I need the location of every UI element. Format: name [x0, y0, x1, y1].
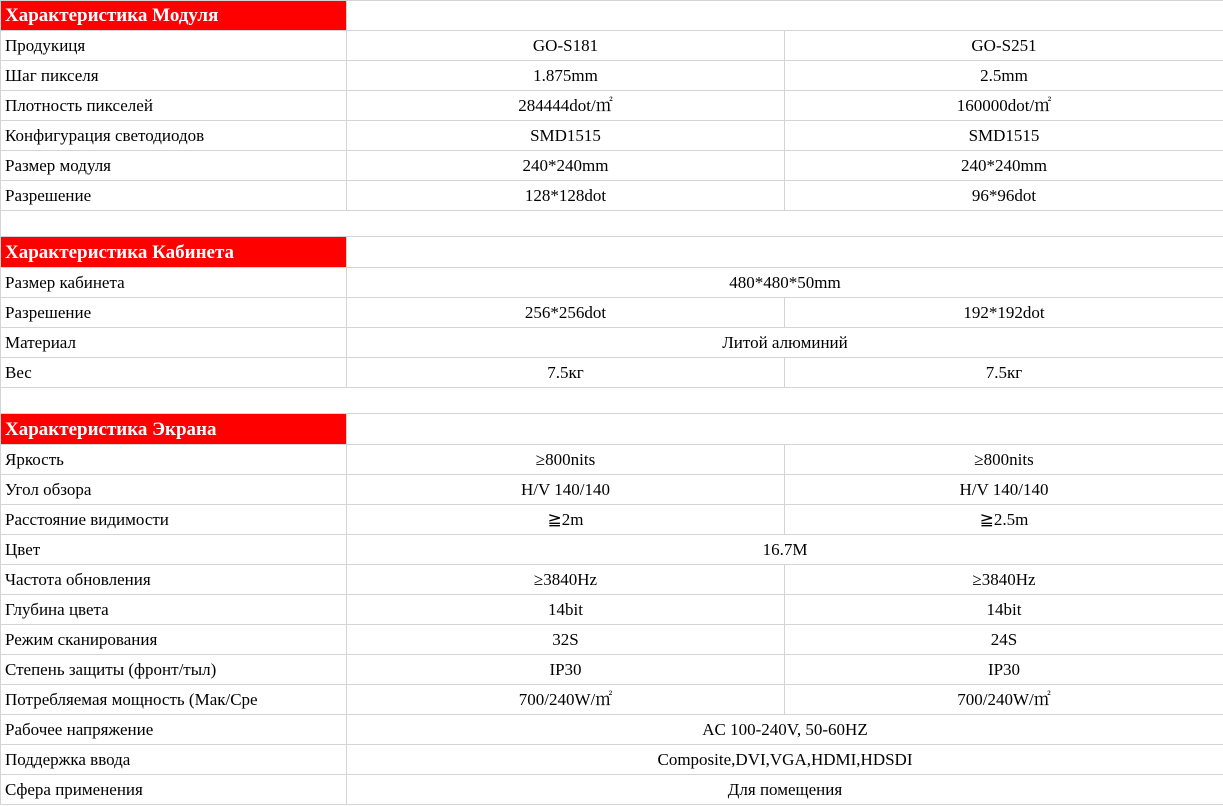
empty-cell — [1, 388, 1223, 414]
value-cell: ≥800nits — [785, 445, 1223, 475]
table-row — [1, 268, 1223, 298]
row-label: Разрешение — [1, 181, 347, 211]
value-cell: ≥3840Hz — [785, 565, 1223, 595]
value-cell: GO-S251 — [785, 31, 1223, 61]
row-label: Частота обновления — [1, 565, 347, 595]
table-row — [1, 655, 1223, 685]
row-label: Размер модуля — [1, 151, 347, 181]
empty-cell — [1, 211, 1223, 237]
value-cell: 256*256dot — [347, 298, 785, 328]
row-label: Яркость — [1, 445, 347, 475]
value-cell: ≥3840Hz — [347, 565, 785, 595]
table-row — [1, 475, 1223, 505]
row-label: Сфера применения — [1, 775, 347, 805]
table-row — [1, 745, 1223, 775]
row-label: Разрешение — [1, 298, 347, 328]
table-row — [1, 505, 1223, 535]
merged-value-cell: 16.7M — [347, 535, 1223, 565]
value-cell: 2.5mm — [785, 61, 1223, 91]
table-row — [1, 31, 1223, 61]
value-cell: 284444dot/㎡ — [347, 91, 785, 121]
merged-value-cell: Литой алюминий — [347, 328, 1223, 358]
value-cell: GO-S181 — [347, 31, 785, 61]
value-cell: 192*192dot — [785, 298, 1223, 328]
value-cell: H/V 140/140 — [785, 475, 1223, 505]
cabinet-section-header-row — [1, 237, 1223, 268]
table-row — [1, 535, 1223, 565]
table-row — [1, 625, 1223, 655]
row-label: Потребляемая мощность (Мак/Сре — [1, 685, 347, 715]
value-cell: 700/240W/㎡ — [347, 685, 785, 715]
spacer-row — [1, 388, 1223, 414]
table-row — [1, 61, 1223, 91]
table-row — [1, 298, 1223, 328]
value-cell: 14bit — [785, 595, 1223, 625]
value-cell: ≧2m — [347, 505, 785, 535]
merged-value-cell: Composite,DVI,VGA,HDMI,HDSDI — [347, 745, 1223, 775]
value-cell: SMD1515 — [347, 121, 785, 151]
row-label: Расстояние видимости — [1, 505, 347, 535]
table-row — [1, 181, 1223, 211]
value-cell: 240*240mm — [785, 151, 1223, 181]
table-row — [1, 595, 1223, 625]
row-label: Цвет — [1, 535, 347, 565]
value-cell: 160000dot/㎡ — [785, 91, 1223, 121]
row-label: Конфигурация светодиодов — [1, 121, 347, 151]
screen-section-title: Характеристика Экрана — [1, 414, 347, 445]
value-cell: H/V 140/140 — [347, 475, 785, 505]
row-label: Режим сканирования — [1, 625, 347, 655]
row-label: Поддержка ввода — [1, 745, 347, 775]
row-label: Глубина цвета — [1, 595, 347, 625]
value-cell: 700/240W/㎡ — [785, 685, 1223, 715]
value-cell: 96*96dot — [785, 181, 1223, 211]
module-section-header-row — [1, 1, 1223, 31]
row-label: Размер кабинета — [1, 268, 347, 298]
table-row — [1, 685, 1223, 715]
value-cell: SMD1515 — [785, 121, 1223, 151]
value-cell: 7.5кг — [785, 358, 1223, 388]
row-label: Шаг пикселя — [1, 61, 347, 91]
table-row — [1, 328, 1223, 358]
table-row — [1, 445, 1223, 475]
merged-value-cell: 480*480*50mm — [347, 268, 1223, 298]
screen-section-header-row — [1, 414, 1223, 445]
merged-value-cell: Для помещения — [347, 775, 1223, 805]
value-cell: ≧2.5m — [785, 505, 1223, 535]
value-cell: 7.5кг — [347, 358, 785, 388]
empty-cell — [347, 237, 1223, 268]
table-row — [1, 91, 1223, 121]
row-label: Продукиця — [1, 31, 347, 61]
value-cell: 128*128dot — [347, 181, 785, 211]
value-cell: 14bit — [347, 595, 785, 625]
value-cell: 32S — [347, 625, 785, 655]
table-row — [1, 715, 1223, 745]
row-label: Рабочее напряжение — [1, 715, 347, 745]
value-cell: IP30 — [785, 655, 1223, 685]
table-row — [1, 151, 1223, 181]
table-row — [1, 775, 1223, 805]
cabinet-section-title: Характеристика Кабинета — [1, 237, 347, 268]
row-label: Плотность пикселей — [1, 91, 347, 121]
table-row — [1, 121, 1223, 151]
value-cell: 24S — [785, 625, 1223, 655]
table-row — [1, 565, 1223, 595]
empty-cell — [347, 414, 1223, 445]
row-label: Угол обзора — [1, 475, 347, 505]
value-cell: ≥800nits — [347, 445, 785, 475]
empty-cell — [347, 1, 1223, 31]
value-cell: IP30 — [347, 655, 785, 685]
module-section-title: Характеристика Модуля — [1, 1, 347, 31]
value-cell: 1.875mm — [347, 61, 785, 91]
row-label: Вес — [1, 358, 347, 388]
spacer-row — [1, 211, 1223, 237]
value-cell: 240*240mm — [347, 151, 785, 181]
merged-value-cell: AC 100-240V, 50-60HZ — [347, 715, 1223, 745]
table-row — [1, 358, 1223, 388]
row-label: Материал — [1, 328, 347, 358]
row-label: Степень защиты (фронт/тыл) — [1, 655, 347, 685]
